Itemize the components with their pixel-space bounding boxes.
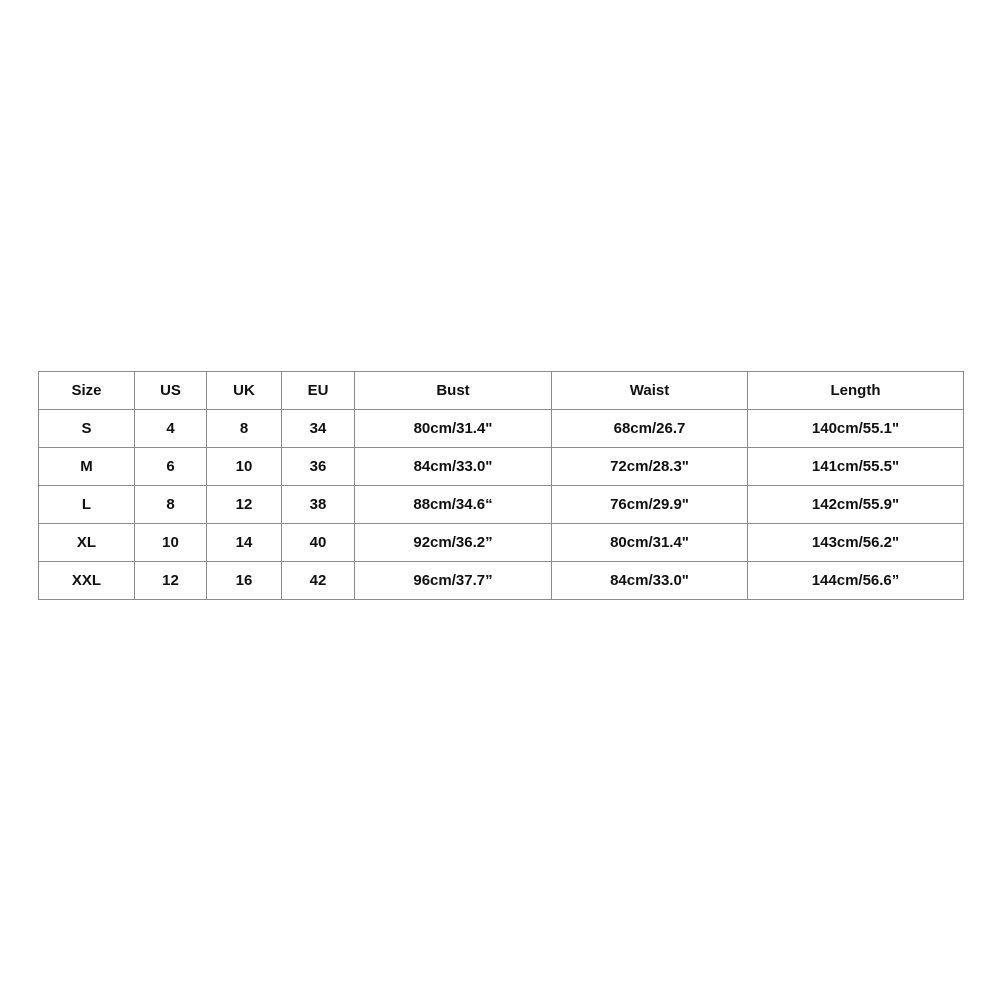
cell-waist: 76cm/29.9": [552, 486, 748, 524]
cell-eu: 42: [282, 562, 355, 600]
cell-bust: 92cm/36.2”: [355, 524, 552, 562]
cell-uk: 8: [207, 410, 282, 448]
header-waist: Waist: [552, 372, 748, 410]
table-row: [39, 524, 964, 562]
cell-uk: 14: [207, 524, 282, 562]
cell-waist: 84cm/33.0": [552, 562, 748, 600]
cell-us: 4: [135, 410, 207, 448]
header-length: Length: [748, 372, 964, 410]
cell-length: 144cm/56.6”: [748, 562, 964, 600]
cell-bust: 80cm/31.4": [355, 410, 552, 448]
cell-size: M: [39, 448, 135, 486]
cell-uk: 16: [207, 562, 282, 600]
header-bust: Bust: [355, 372, 552, 410]
cell-uk: 12: [207, 486, 282, 524]
cell-length: 140cm/55.1": [748, 410, 964, 448]
cell-uk: 10: [207, 448, 282, 486]
cell-size: XXL: [39, 562, 135, 600]
header-size: Size: [39, 372, 135, 410]
header-eu: EU: [282, 372, 355, 410]
cell-waist: 68cm/26.7: [552, 410, 748, 448]
header-us: US: [135, 372, 207, 410]
cell-size: L: [39, 486, 135, 524]
header-uk: UK: [207, 372, 282, 410]
cell-length: 143cm/56.2": [748, 524, 964, 562]
cell-us: 6: [135, 448, 207, 486]
cell-waist: 72cm/28.3": [552, 448, 748, 486]
cell-us: 12: [135, 562, 207, 600]
size-chart-table: [38, 371, 964, 600]
cell-waist: 80cm/31.4": [552, 524, 748, 562]
cell-bust: 88cm/34.6“: [355, 486, 552, 524]
cell-eu: 40: [282, 524, 355, 562]
cell-bust: 84cm/33.0": [355, 448, 552, 486]
cell-length: 141cm/55.5": [748, 448, 964, 486]
cell-eu: 36: [282, 448, 355, 486]
cell-eu: 38: [282, 486, 355, 524]
cell-size: XL: [39, 524, 135, 562]
table-row: [39, 486, 964, 524]
table-row: [39, 410, 964, 448]
cell-length: 142cm/55.9": [748, 486, 964, 524]
table-row: [39, 448, 964, 486]
cell-size: S: [39, 410, 135, 448]
cell-us: 8: [135, 486, 207, 524]
table-header-row: [39, 372, 964, 410]
table-row: [39, 562, 964, 600]
cell-eu: 34: [282, 410, 355, 448]
cell-bust: 96cm/37.7”: [355, 562, 552, 600]
cell-us: 10: [135, 524, 207, 562]
